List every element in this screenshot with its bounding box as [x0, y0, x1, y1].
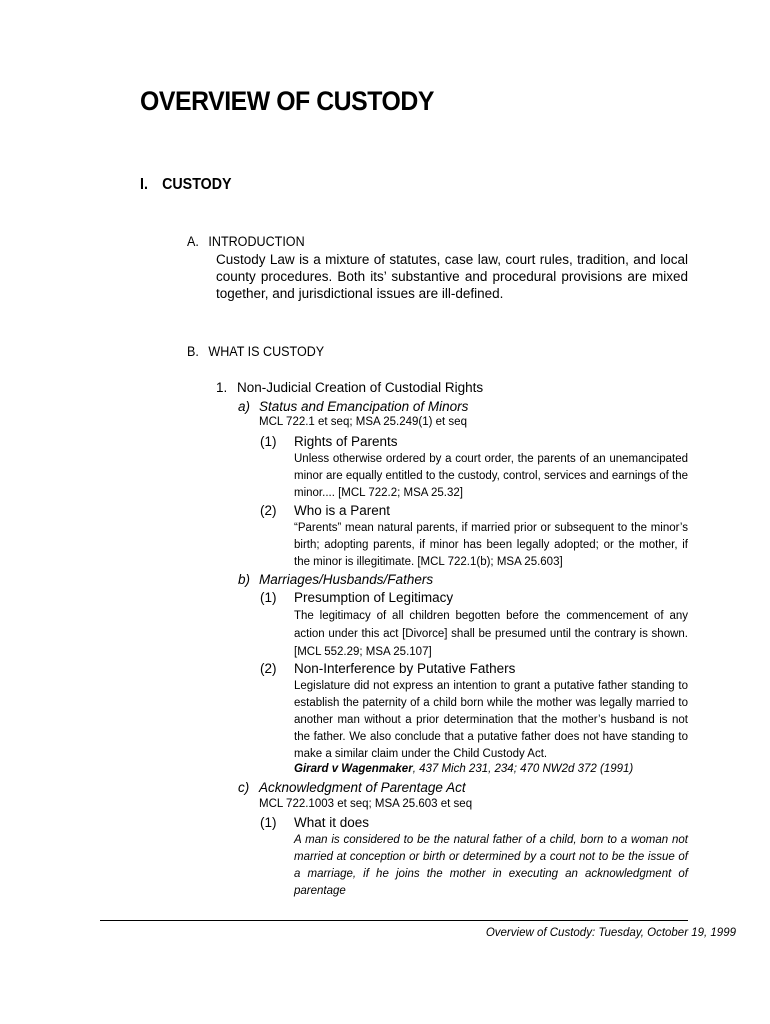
who-is-parent-text: “Parents” mean natural parents, if married prior or subsequent to the minor’s birth; adopting parents, if minor has been legally adopted; or the mother, if the minor is illegitimate. [MCL 722.1(b); MSA 25.603]	[294, 522, 688, 568]
page-footer: Overview of Custody: Tuesday, October 19, 1999	[485, 927, 736, 939]
what-it-does-text: A man is considered to be the natural father of a child, born to a woman not married at conception or birth or determined by a court not to be the issue of a marriage, if he joins the mother in executing an acknowledgment of parentage	[294, 834, 688, 897]
item-a1-title: Rights of Parents	[294, 434, 398, 449]
item-b1-title: Presumption of Legitimacy	[294, 590, 454, 605]
item-b2-heading	[260, 661, 515, 676]
item-b1-heading	[260, 590, 453, 605]
item-c-citation: MCL 722.1003 et seq; MSA 25.603 et seq	[259, 798, 473, 810]
item-a-citation: MCL 722.1 et seq; MSA 25.249(1) et seq	[259, 416, 467, 428]
item-a1-number: (1)	[260, 434, 277, 449]
subsection-b-title: WHAT IS CUSTODY	[208, 344, 325, 359]
item-a-title: Status and Emancipation of Minors	[259, 399, 469, 414]
case-reference: , 437 Mich 231, 234; 470 NW2d 372 (1991)	[412, 763, 634, 775]
section-number: I.	[140, 176, 148, 193]
item-b-number: b)	[238, 572, 251, 587]
item-b-heading	[238, 572, 433, 587]
subsection-a-heading	[187, 234, 305, 249]
page-title: OVERVIEW OF CUSTODY	[140, 86, 434, 116]
subsection-a-number: A.	[187, 234, 199, 249]
item-c1-title: What it does	[294, 815, 370, 830]
item-c-heading	[238, 780, 466, 795]
subsection-b-number: B.	[187, 344, 199, 359]
item-b1-number: (1)	[260, 590, 277, 605]
section-heading	[140, 176, 232, 194]
item-c1-heading	[260, 815, 369, 830]
item-a1-heading	[260, 434, 398, 449]
section-title: CUSTODY	[162, 176, 232, 193]
rights-of-parents-text: Unless otherwise ordered by a court order, the parents of an unemancipated minor are equally entitled to the custody, control, services and earnings of the minor.... [MCL 722.2; MSA 25.32]	[294, 453, 688, 499]
presumption-of-legitimacy-text: The legitimacy of all children begotten before the commencement of any action under this act [Divorce] shall be presumed until the contrary is shown. [MCL 552.29; MSA 25.107]	[294, 610, 688, 658]
item-a2-heading	[260, 503, 390, 518]
item-c-number: c)	[238, 780, 250, 795]
item-c-title: Acknowledgment of Parentage Act	[259, 780, 466, 795]
item-b2-number: (2)	[260, 661, 277, 676]
item-c1-number: (1)	[260, 815, 277, 830]
footer-divider	[100, 920, 688, 921]
item-1-number: 1.	[216, 380, 228, 395]
item-1-heading	[216, 380, 483, 395]
item-b2-title: Non-Interference by Putative Fathers	[294, 661, 516, 676]
item-b-title: Marriages/Husbands/Fathers	[259, 572, 434, 587]
case-name: Girard v Wagenmaker	[294, 763, 413, 775]
item-a-number: a)	[238, 399, 251, 414]
non-interference-text: Legislature did not express an intention to grant a putative father standing to establish the paternity of a child born while the mother was legally married to another man without a prior determination that the mother’s husband is not the father. We also conclude that a putative father does not have standing to make a similar claim under the Child Custody Act.	[294, 680, 688, 760]
item-a2-title: Who is a Parent	[294, 503, 391, 518]
item-a2-number: (2)	[260, 503, 277, 518]
subsection-b-heading	[187, 344, 324, 359]
item-a-heading	[238, 399, 468, 414]
case-citation	[294, 763, 633, 775]
item-1-title: Non-Judicial Creation of Custodial Rights	[237, 380, 484, 395]
subsection-a-title: INTRODUCTION	[208, 234, 305, 249]
introduction-paragraph: Custody Law is a mixture of statutes, case law, court rules, tradition, and local county procedures. Both its’ substantive and procedural provisions are mixed together, and jurisdictional issues are ill-defined.	[216, 252, 688, 301]
